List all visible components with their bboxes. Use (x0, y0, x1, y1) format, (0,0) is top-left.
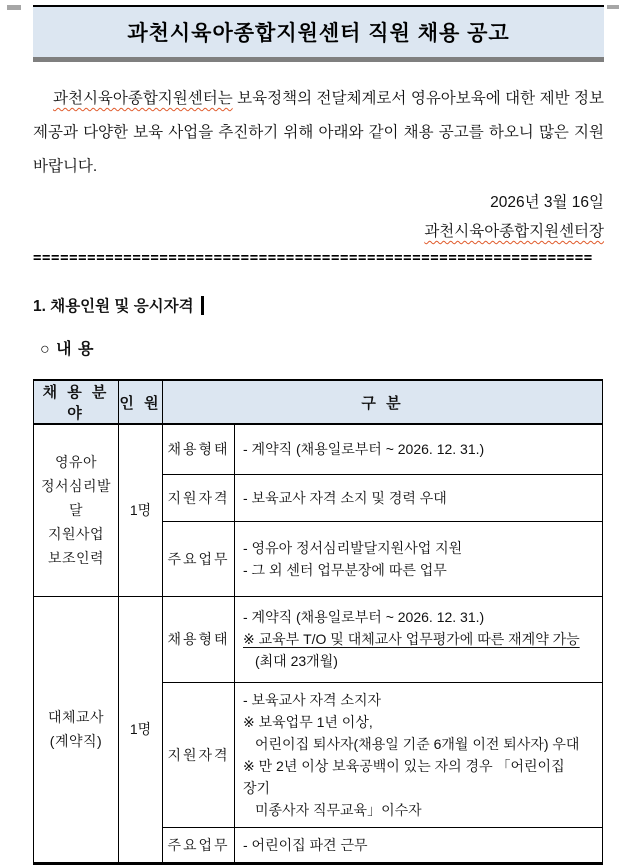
headcount-cell: 1명 (119, 424, 163, 596)
subsection-heading: ○ 내 용 (40, 341, 95, 358)
category-content-cell (235, 521, 603, 596)
header-recruit-field: 채 용 분 야 (34, 380, 119, 424)
content-line: - 그 외 센터 업무분장에 따른 업무 (243, 561, 447, 578)
screen-artifact-left (7, 5, 21, 10)
recruit-field-cell (34, 596, 119, 863)
table-header-row (34, 380, 603, 424)
header-headcount: 인 원 (119, 380, 163, 424)
table-row (34, 424, 603, 474)
content-line: - 영유아 정서심리발달지원사업 지원 (243, 539, 463, 556)
category-content-cell (235, 424, 603, 474)
recruit-field-line: 대체교사 (47, 709, 105, 725)
table-row (34, 596, 603, 682)
announcement-date: 2026년 3월 16일 (490, 194, 604, 211)
category-content-cell (235, 474, 603, 521)
intro-text: 보육정책의 전달체계로서 영유아보육에 대한 제반 정보 제공과 다양한 보육 사업을 추진하기 위해 아래와 같이 채용 공고를 하오니 많은 지원 바랍니다. (33, 90, 604, 175)
recruit-field-line: 지원사업 (47, 526, 105, 543)
title-banner (33, 5, 604, 62)
recruitment-table (33, 379, 603, 865)
recruit-field-line: 영유아 (54, 454, 98, 471)
content-line: ※ 보육업무 1년 이상, (243, 713, 373, 730)
content-line: ※ 교육부 T/O 및 대체교사 업무평가에 따른 재계약 가능 (243, 631, 580, 647)
recruit-field-line: (계약직) (49, 733, 103, 749)
page-title: 과천시육아종합지원센터 직원 채용 공고 (127, 22, 510, 45)
equals-divider: ============================================================== (33, 250, 593, 266)
content-line: - 어린이집 파견 근무 (243, 836, 368, 853)
category-content-cell (235, 682, 603, 827)
recruit-field-line: 보조인력 (47, 550, 105, 567)
header-category: 구 분 (163, 380, 603, 424)
category-label-cell: 채용형태 (163, 596, 235, 682)
category-label-cell: 지원자격 (163, 474, 235, 521)
category-label-cell: 주요업무 (163, 521, 235, 596)
category-label-cell: 지원자격 (163, 682, 235, 827)
category-content-cell (235, 827, 603, 863)
section-heading (33, 294, 604, 316)
signature-block (33, 188, 604, 246)
content-line: ※ 만 2년 이상 보육공백이 있는 자의 경우 「어린이집 장기 (243, 757, 565, 796)
section-heading-text: 1. 채용인원 및 응시자격 (33, 298, 194, 315)
screen-artifact-right (607, 5, 619, 9)
content-line: - 계약직 (채용일로부터 ~ 2026. 12. 31.) (243, 609, 485, 625)
text-cursor-bar (201, 296, 204, 315)
content-line: - 보육교사 자격 소지 및 경력 우대 (243, 489, 447, 506)
content-line: - 보육교사 자격 소지자 (243, 691, 382, 708)
content-line: 미종사자 직무교육」이수자 (255, 801, 422, 818)
category-content-cell (235, 596, 603, 682)
intro-org-name: 과천시육아종합지원센터는 (53, 90, 233, 107)
recruitment-table-body (34, 424, 603, 863)
announcement-signer: 과천시육아종합지원센터장 (424, 223, 604, 240)
category-label-cell: 주요업무 (163, 827, 235, 863)
category-label-cell: 채용형태 (163, 424, 235, 474)
recruit-field-cell (34, 424, 119, 596)
content-line: (최대 23개월) (255, 653, 338, 669)
intro-paragraph (33, 82, 604, 184)
content-line: 어린이집 퇴사자(채용일 기준 6개월 이전 퇴사자) 우대 (255, 735, 580, 752)
recruit-field-line: 정서심리발달 (40, 478, 112, 519)
document-page (0, 5, 640, 853)
content-line: - 계약직 (채용일로부터 ~ 2026. 12. 31.) (243, 441, 485, 458)
headcount-cell: 1명 (119, 596, 163, 863)
